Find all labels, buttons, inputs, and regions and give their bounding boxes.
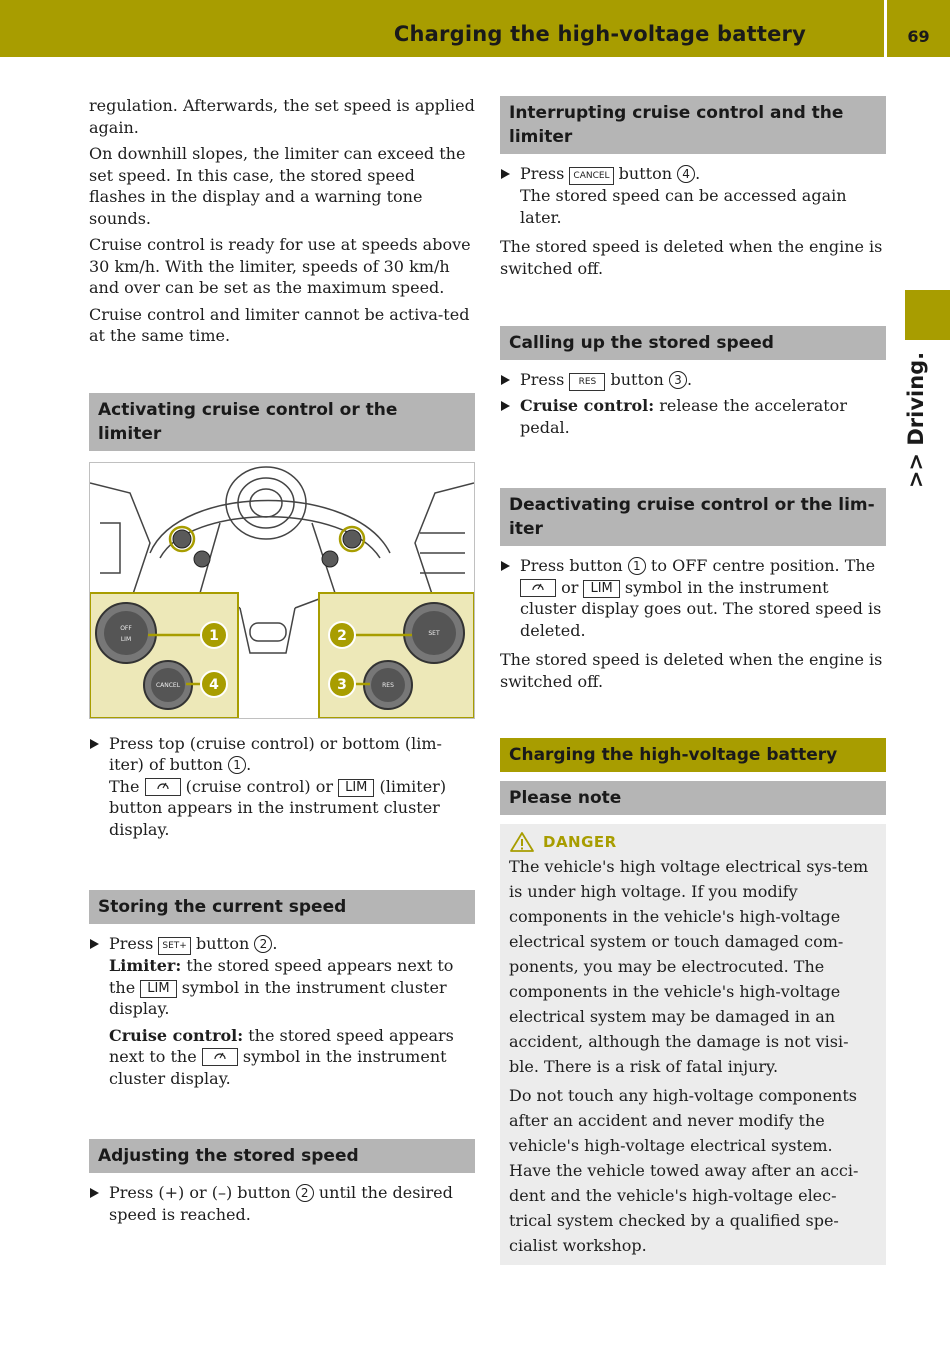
instruction-store: Press SET+ button 2 .: [89, 933, 475, 955]
svg-text:4: 4: [209, 676, 219, 693]
danger-header: [509, 830, 877, 854]
chapter-tab: [896, 350, 936, 490]
page-number-box: [887, 0, 950, 57]
callout-number: 1: [628, 557, 646, 575]
svg-text:SET: SET: [428, 629, 440, 637]
limiter-symbol: LIM: [140, 980, 176, 998]
limiter-symbol: LIM: [338, 779, 374, 797]
svg-text:LIM: LIM: [120, 635, 132, 643]
danger-label: DANGER: [543, 833, 617, 851]
cruise-control-icon: [520, 579, 556, 597]
svg-text:1: 1: [209, 627, 219, 644]
subsection-heading-please-note: Please note: [500, 781, 886, 815]
note-paragraph: The stored speed is deleted when the engine is switched off.: [500, 237, 883, 278]
page-title: Charging the high-voltage battery: [393, 22, 806, 46]
chapter-tab-marker: [905, 290, 950, 340]
limiter-symbol: LIM: [583, 580, 619, 598]
cruise-control-icon: [202, 1048, 238, 1066]
callout-number: 4: [677, 165, 695, 183]
svg-text:CANCEL: CANCEL: [155, 681, 181, 689]
callout-number: 2: [296, 1184, 314, 1202]
warning-triangle-icon: [509, 831, 535, 853]
section-heading-storing: Storing the current speed: [89, 890, 475, 924]
right-column: [500, 96, 886, 1265]
danger-paragraph: The vehicle's high voltage electrical sys-tem is under high voltage. If you modify components in the vehicle's high-voltage electrical system or touch damaged com-ponents, you may be electrocuted. The components in the vehicle's high-voltage electrical system may be damaged in an accident, although the damage is not visi-ble. There is a risk of fatal injury.: [509, 857, 869, 1076]
left-column: [89, 95, 475, 1225]
instruction-activate-result: The (cruise control) or LIM (limiter) button appears in the instrument cluster display.: [109, 776, 447, 839]
instruction-interrupt-result: The stored speed can be accessed again later.: [520, 186, 847, 227]
instruction-store-limiter: Limiter: the stored speed appears next to the LIM symbol in the instrument cluster display.: [109, 956, 454, 1018]
header-bar: [0, 0, 884, 57]
paragraph: Cruise control and limiter cannot be activa-ted at the same time.: [89, 304, 470, 345]
instruction-store-cruise: Cruise control: the stored speed appears next to the symbol in the instrument cluster display.: [109, 1025, 454, 1088]
danger-paragraph: Do not touch any high-voltage components after an accident and never modify the vehicle's high-voltage electrical system. Have the vehicle towed away after an acci-dent and the vehicle's high-voltage elec-trical system checked by a qualified spe-cialist workshop.: [509, 1086, 859, 1255]
instruction-resume-cruise: Cruise control: release the accelerator pedal.: [500, 395, 886, 438]
cancel-button-key: CANCEL: [569, 167, 613, 185]
steering-wheel-illustration: [90, 463, 474, 718]
svg-text:3: 3: [337, 676, 347, 693]
svg-text:OFF: OFF: [120, 624, 132, 632]
paragraph: Cruise control is ready for use at speeds above 30 km/h. With the limiter, speeds of 30 km/h and over can be set as the maximum speed.: [89, 235, 471, 297]
section-heading-calling: Calling up the stored speed: [500, 326, 886, 360]
instruction-activate: Press top (cruise control) or bottom (lim-iter) of button 1 .: [89, 733, 475, 776]
steering-wheel-figure: [89, 462, 475, 719]
section-heading-adjusting: Adjusting the stored speed: [89, 1139, 475, 1173]
instruction-deactivate: Press button 1 to OFF centre position. The or LIM symbol in the instrument cluster display goes out. The stored speed is deleted.: [500, 555, 886, 641]
instruction-adjust: Press (+) or (–) button 2 until the desired speed is reached.: [89, 1182, 475, 1225]
instruction-resume: Press RES button 3 .: [500, 369, 886, 391]
section-heading-interrupting: Interrupting cruise control and the limiter: [500, 96, 886, 154]
set-button-key: SET+: [158, 937, 190, 955]
section-heading-charging: Charging the high-voltage battery: [500, 738, 886, 772]
cruise-control-icon: [145, 778, 181, 796]
chapter-tab-label: >> Driving.: [904, 351, 928, 489]
page-number: 69: [907, 27, 930, 46]
section-heading-activating: Activating cruise control or the limiter: [89, 393, 475, 451]
svg-text:RES: RES: [382, 681, 394, 689]
paragraph: regulation. Afterwards, the set speed is applied again.: [89, 96, 475, 137]
danger-box: [500, 824, 886, 1265]
callout-number: 1: [228, 756, 246, 774]
res-button-key: RES: [569, 373, 605, 391]
note-paragraph: The stored speed is deleted when the engine is switched off.: [500, 650, 883, 691]
callout-number: 2: [254, 935, 272, 953]
svg-text:2: 2: [337, 627, 347, 644]
callout-number: 3: [669, 371, 687, 389]
section-heading-deactivating: Deactivating cruise control or the lim-iter: [500, 488, 886, 546]
instruction-interrupt: Press CANCEL button 4 .: [500, 163, 886, 185]
paragraph: On downhill slopes, the limiter can exceed the set speed. In this case, the stored speed flashes in the display and a warning tone sounds.: [89, 144, 466, 228]
